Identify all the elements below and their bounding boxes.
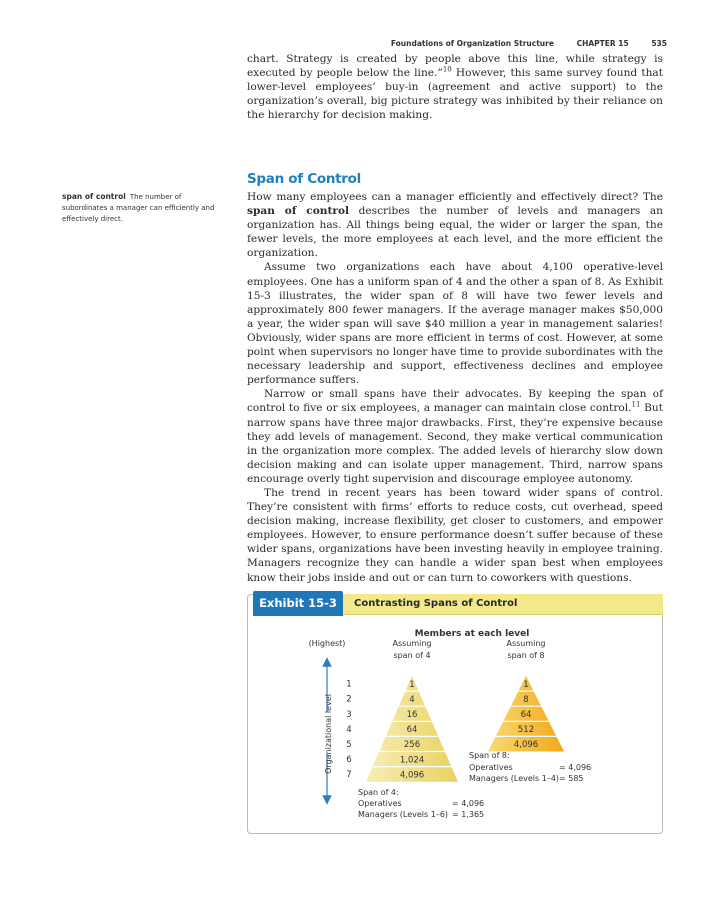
level-label-5: 5 <box>346 739 352 750</box>
margin-definition-text: The number of subordinates a manager can efficiently and effectively direct. <box>62 193 215 223</box>
span8-pyramid <box>488 676 564 752</box>
span4-pyramid <box>366 676 458 782</box>
key-term-span-of-control: span of control <box>247 205 350 218</box>
span8-header-line-1: Assuming <box>506 639 546 648</box>
intro-paragraph <box>247 52 663 122</box>
paragraph-4: The trend in recent years has been toward wider spans of control. They’re consistent with firms’ efforts to reduce costs, cut overhead, speed decision making, increase flexibility, get closer to customers, and empower employees. However, to ensure performance doesn’t suffer because of these wider spans, organizations have been investing heavily in employee training. Managers recognize they can handle a wider span best when employees know their jobs inside and out or can turn to coworkers with questions. <box>247 486 663 584</box>
axis-top-label: (Highest) <box>308 639 346 648</box>
span8-level-2-value: 8 <box>523 694 529 705</box>
span4-level-6-value: 1,024 <box>399 755 425 766</box>
span4-level-7-value: 4,096 <box>399 770 425 781</box>
span8-managers-value: = 585 <box>559 774 584 783</box>
axis-label: Organizational level <box>324 694 333 774</box>
span4-header-line-2: span of 4 <box>393 651 431 660</box>
margin-definition-term: span of control <box>62 192 126 201</box>
span-diagram <box>247 594 663 834</box>
span8-level-4-value: 512 <box>517 725 535 736</box>
span8-operatives-label: Operatives <box>469 763 513 772</box>
level-label-3: 3 <box>346 709 352 720</box>
p3-text-1: Narrow or small spans have their advocates. By keeping the span of control to five or six employees, a manager can maintain close control. <box>247 388 663 415</box>
level-label-4: 4 <box>346 724 352 735</box>
intro-text-1: chart. Strategy is created by people above this line, while strategy is executed by people below the line.” <box>247 53 663 80</box>
span8-level-1-value: 1 <box>523 679 529 690</box>
members-heading: Members at each level <box>414 629 530 639</box>
span4-level-2-value: 4 <box>409 694 415 705</box>
p3-text-2: But narrow spans have three major drawbacks. First, they’re expensive because they add levels of management. Second, they make vertical communication in the organization more complex. The added levels of hierarchy slow down decision making and can isolate upper management. Third, narrow spans encourage overly tight supervision and discourage employee autonomy. <box>247 402 663 485</box>
exhibit-label: Exhibit 15-3 <box>253 591 343 616</box>
span8-level-5-value: 4,096 <box>513 740 539 751</box>
span4-level-5-value: 256 <box>403 740 421 751</box>
p1-text-1: How many employees can a manager efficiently and effectively direct? The <box>247 191 663 203</box>
intro-text-2: However, this same survey found that lower-level employees’ buy-in (agreement and active support) to the organization’s overall, big picture strategy was inhibited by their reliance on the hierarchy for decision making. <box>247 67 664 122</box>
exhibit-15-3 <box>247 594 663 834</box>
margin-definition <box>62 191 227 225</box>
body-text <box>247 190 663 585</box>
section-title: Span of Control <box>247 171 361 187</box>
span4-managers-value: = 1,365 <box>452 810 485 819</box>
level-label-7: 7 <box>346 770 352 781</box>
intro-paragraph-block <box>247 52 663 122</box>
span8-operatives-value: = 4,096 <box>559 763 592 772</box>
p1-text-2: describes the number of levels and managers an organization has. All things being equal, the wider or larger the span, the fewer levels, the more employees at each level, and the more efficient the organization. <box>247 205 663 260</box>
page-number: 535 <box>651 39 667 48</box>
level-label-2: 2 <box>346 694 352 705</box>
span4-level-4-value: 64 <box>406 725 418 736</box>
exhibit-title: Contrasting Spans of Control <box>354 598 518 609</box>
span8-summary-title: Span of 8: <box>469 751 510 760</box>
span4-operatives-value: = 4,096 <box>452 799 485 808</box>
span4-header-line-1: Assuming <box>392 639 432 648</box>
running-head-chapter: CHAPTER 15 <box>576 39 629 48</box>
span8-managers-label: Managers (Levels 1–4) <box>469 774 560 783</box>
span8-header-line-2: span of 8 <box>507 651 545 660</box>
span4-level-1-value: 1 <box>409 679 415 690</box>
running-head-section: Foundations of Organization Structure <box>390 39 554 48</box>
span8-level-3-value: 64 <box>520 709 532 720</box>
level-label-6: 6 <box>346 755 352 766</box>
paragraph-3 <box>247 387 663 486</box>
endnote-ref-10: 10 <box>442 65 452 74</box>
paragraph-2: Assume two organizations each have about 4,100 operative-level employees. One has a uniform span of 4 and the other a span of 8. As Exhibit 15-3 illustrates, the wider span of 8 will have two fewer levels and approximately 800 fewer managers. If the average manager makes $50,000 a year, the wider span will save $40 million a year in management salaries! Obviously, wider spans are more efficient in terms of cost. However, at some point when supervisors no longer have time to provide subordinates with the necessary leadership and support, effectiveness declines and employee performance suffers. <box>247 261 663 387</box>
level-number-labels <box>346 680 351 781</box>
level-label-1: 1 <box>346 679 352 690</box>
span4-managers-label: Managers (Levels 1–6) <box>358 810 449 819</box>
endnote-ref-11: 11 <box>631 400 641 409</box>
paragraph-1 <box>247 190 663 260</box>
span4-level-3-value: 16 <box>406 709 418 720</box>
running-head <box>391 39 667 48</box>
span4-operatives-label: Operatives <box>358 799 402 808</box>
span4-summary-title: Span of 4: <box>358 788 399 797</box>
